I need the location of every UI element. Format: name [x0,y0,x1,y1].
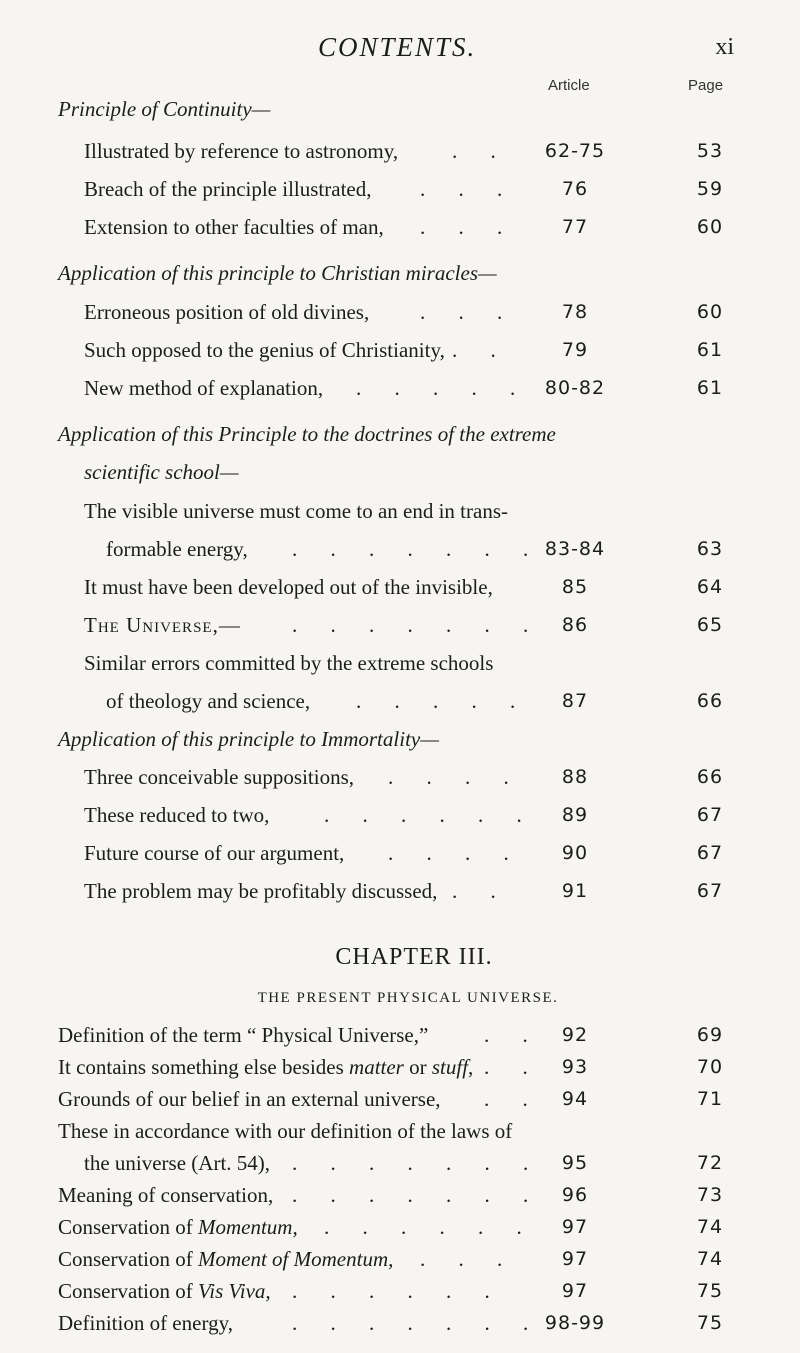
page-ref: 67 [696,804,724,826]
entry-text: It must have been developed out of the invisible, [84,575,493,599]
dot-leader: . . . . . . [324,1215,536,1239]
chapter-title-text: CHAPTER III. [335,944,493,970]
heading-text: Application of this principle to Christian miracles— [58,261,497,285]
page-ref: 61 [696,339,724,361]
article-number: 97 [561,1216,589,1238]
chapter-subtitle-text: THE PRESENT PHYSICAL UNIVERSE. [257,990,559,1006]
dot-leader: . . [484,1055,542,1079]
entry-text: The problem may be profitably discussed, [84,879,438,903]
page-ref: 73 [696,1184,724,1206]
entry-text-italic: stuff [431,1055,469,1079]
toc-entry [0,1084,800,1114]
dot-leader: . . . . . . . [292,537,543,561]
article-number: 91 [561,880,589,902]
entry-text: Similar errors committed by the extreme schools [84,651,494,675]
article-number: 97 [561,1248,589,1270]
entry-text-italic: Moment of Momentum, [197,1247,394,1271]
article-number: 89 [561,804,589,826]
article-column-header: Article [548,77,590,94]
heading-text: Application of this Principle to the doctrines of the extreme [58,422,556,446]
entry-text: Extension to other faculties of man, [84,215,384,239]
entry-text: Breach of the principle illustrated, [84,177,372,201]
entry-text: The visible universe must come to an end in trans- [84,499,508,523]
page-ref: 67 [696,842,724,864]
page-ref: 67 [696,880,724,902]
dot-leader: . . . . . . . [292,1151,543,1175]
page-ref: 66 [696,690,724,712]
article-number: 83-84 [544,538,606,560]
entry-text-part: , [468,1055,474,1079]
page-ref: 75 [696,1280,724,1302]
article-number: 86 [561,614,589,636]
entry-text: Erroneous position of old divines, [84,300,370,324]
dot-leader: . . [484,1087,542,1111]
toc-entry [0,1212,800,1242]
article-number: 90 [561,842,589,864]
toc-entry [0,1244,800,1274]
toc-entry [0,876,800,906]
entry-text: Definition of energy, [58,1311,233,1335]
toc-entry [0,1180,800,1210]
entry-text: Such opposed to the genius of Christianity, [84,338,445,362]
entry-text: New method of explanation, [84,376,324,400]
dot-leader: . . . . [388,841,523,865]
page-ref: 74 [696,1216,724,1238]
page-ref: 75 [696,1312,724,1334]
page-ref: 72 [696,1152,724,1174]
entry-text: of theology and science, [106,689,311,713]
article-number: 95 [561,1152,589,1174]
dot-leader: . . . [420,215,517,239]
toc-entry [0,1116,800,1146]
page-ref: 59 [696,178,724,200]
article-number: 80-82 [544,377,606,399]
entry-text: Three conceivable suppositions, [84,765,355,789]
heading-text: Application of this principle to Immortality— [58,727,439,751]
article-number: 62-75 [544,140,606,162]
article-number: 92 [561,1024,589,1046]
dot-leader: . . [452,879,510,903]
dot-leader: . . . . . . [292,1279,504,1303]
page-ref: 69 [696,1024,724,1046]
page-ref: 61 [696,377,724,399]
heading-text: Principle of Continuity— [58,97,271,121]
dot-leader: . . [452,338,510,362]
dot-leader: . . . . . . . [292,1183,543,1207]
page-column-header: Page [688,77,724,94]
dot-leader: . . . . . . . [292,1311,543,1335]
page-ref: 64 [696,576,724,598]
article-number: 96 [561,1184,589,1206]
entry-text-italic: Vis Viva, [197,1279,271,1303]
entry-text-part: or [403,1055,432,1079]
entry-text [58,1244,393,1274]
dot-leader: . . . . . [356,689,530,713]
entry-text-part: Conservation of [58,1247,198,1271]
entry-text [58,1052,473,1082]
dot-leader: . . . . . . [324,803,536,827]
dot-leader: . . . [420,300,517,324]
dot-leader: . . . [420,1247,517,1271]
toc-entry [0,1020,800,1050]
dot-leader: . . [484,1023,542,1047]
toc-entry [0,1052,800,1082]
chapter-subtitle [0,990,800,1007]
dot-leader: . . . . [388,765,523,789]
entry-text: Meaning of conservation, [58,1183,274,1207]
toc-entry [0,1148,800,1178]
page-number: xi [715,34,734,60]
entry-text [58,1276,271,1306]
entry-text: formable energy, [106,537,248,561]
entry-text: The Universe,— [84,613,241,637]
entry-text: Grounds of our belief in an external universe, [58,1087,441,1111]
entry-text-italic: matter [349,1055,404,1079]
page-ref: 60 [696,216,724,238]
article-number: 93 [561,1056,589,1078]
article-number: 85 [561,576,589,598]
toc-entry [0,1276,800,1306]
entry-text: Future course of our argument, [84,841,345,865]
dot-leader: . . [452,139,510,163]
entry-text: These in accordance with our definition of the laws of [58,1119,513,1143]
page-ref: 53 [696,140,724,162]
entry-text: These reduced to two, [84,803,270,827]
article-number: 97 [561,1280,589,1302]
page-ref: 71 [696,1088,724,1110]
entry-text-part: Conservation of [58,1215,198,1239]
entry-text: Illustrated by reference to astronomy, [84,139,399,163]
page-ref: 63 [696,538,724,560]
entry-text-part: Conservation of [58,1279,198,1303]
toc-entry [0,1308,800,1338]
article-number: 77 [561,216,589,238]
article-number: 79 [561,339,589,361]
heading-text: scientific school— [84,460,239,484]
page-ref: 60 [696,301,724,323]
chapter-title [0,944,800,971]
entry-text-italic: Momentum, [197,1215,298,1239]
entry-text: the universe (Art. 54), [84,1151,271,1175]
dot-leader: . . . . . . . [292,613,543,637]
page-ref: 66 [696,766,724,788]
article-number: 94 [561,1088,589,1110]
entry-text-part: It contains something else besides [58,1055,350,1079]
dot-leader: . . . . . [356,376,530,400]
running-head-title: CONTENTS. [318,32,477,62]
article-number: 78 [561,301,589,323]
entry-text [58,1212,298,1242]
page-ref: 65 [696,614,724,636]
article-number: 98-99 [544,1312,606,1334]
page-ref: 70 [696,1056,724,1078]
article-number: 87 [561,690,589,712]
article-number: 76 [561,178,589,200]
entry-text: Definition of the term “ Physical Universe,” [58,1023,429,1047]
dot-leader: . . . [420,177,517,201]
page-ref: 74 [696,1248,724,1270]
article-number: 88 [561,766,589,788]
